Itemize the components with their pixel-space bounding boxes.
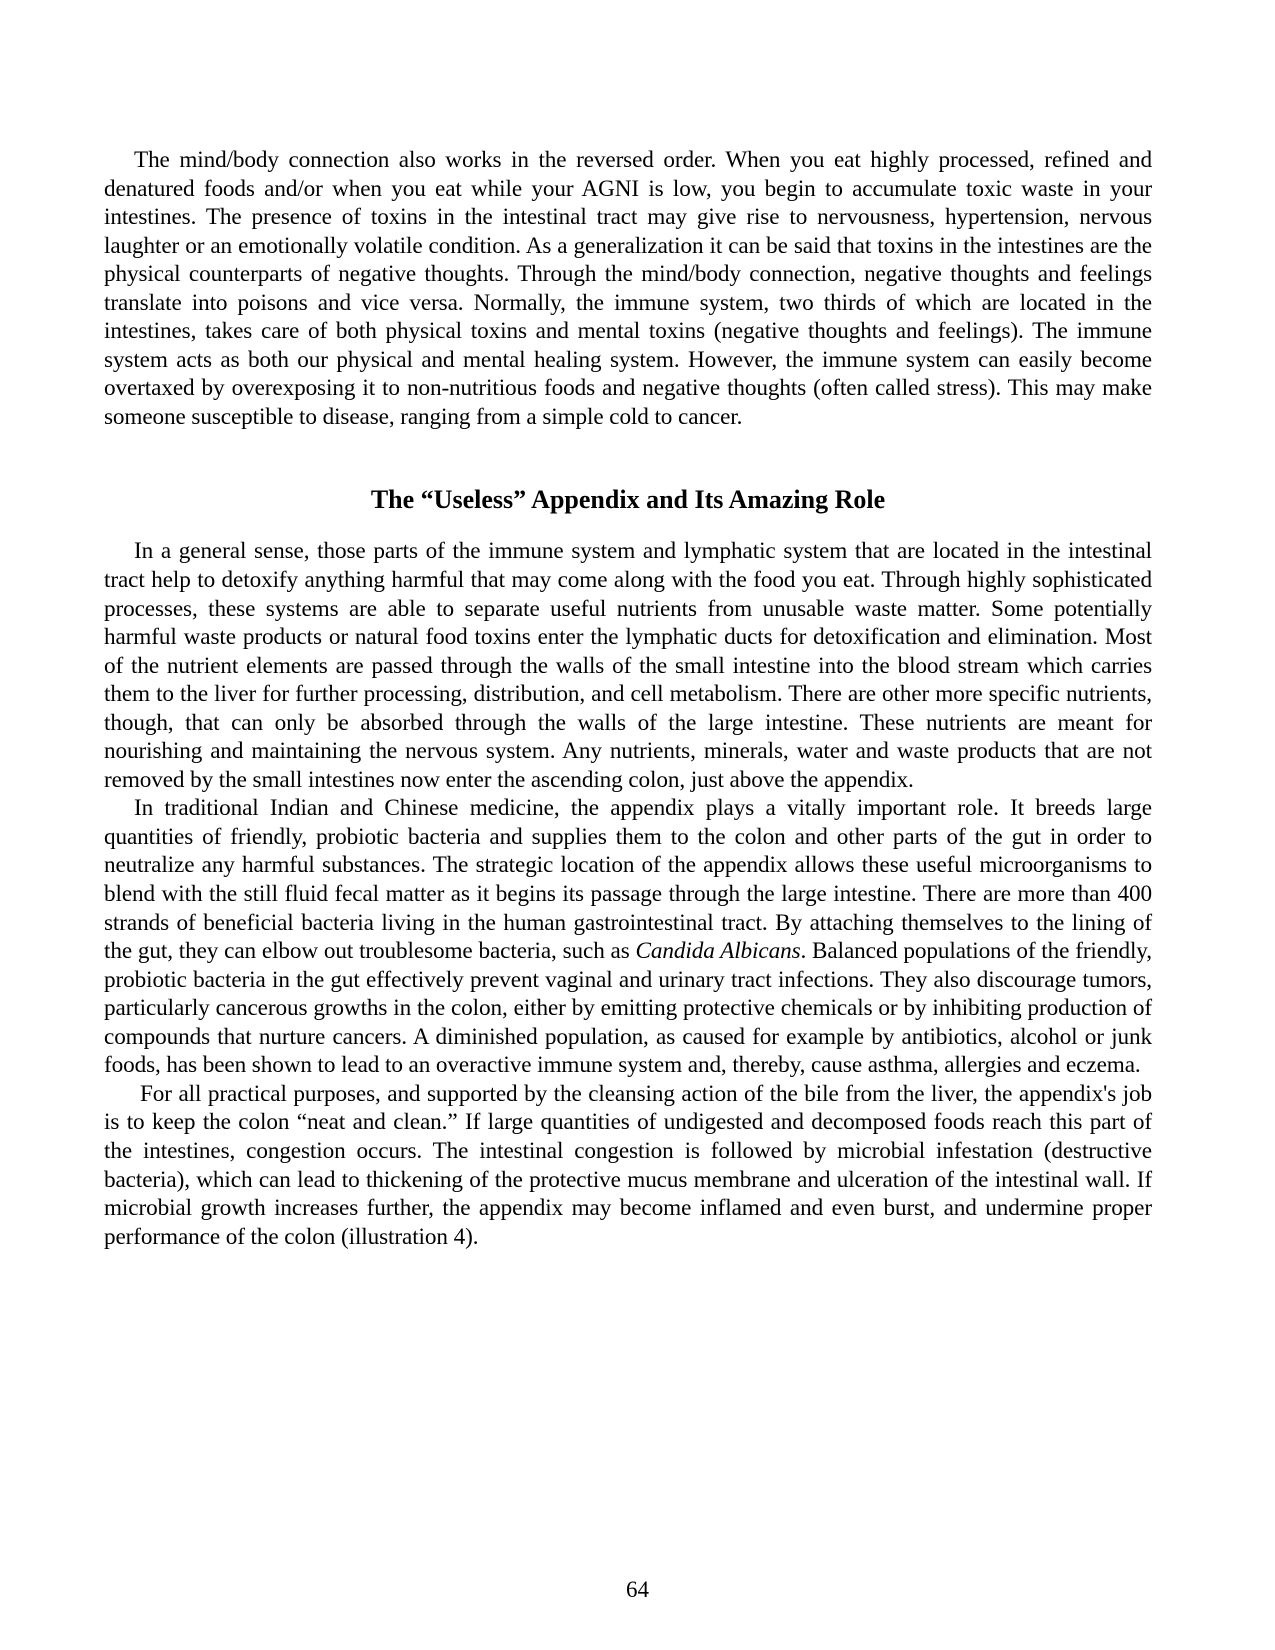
section-paragraph-2 bbox=[104, 794, 1152, 1079]
paragraph-text: . Balanced populations of the friendly, probiotic bacteria in the gut effectively prevent vaginal and urinary tract infections. They also discourage tumors, particularly cancerous growths in the colon, either by emitting protective chemicals or by inhibiting production of compounds that nurture cancers. A diminished population, as caused for example by antibiotics, alcohol or junk foods, has been shown to lead to an overactive immune system and, thereby, cause asthma, allergies and eczema. bbox=[104, 938, 1152, 1079]
intro-paragraph: The mind/body connection also works in the reversed order. When you eat highly processed, refined and denatured foods and/or when you eat while your AGNI is low, you begin to accumulate toxic waste in your intestines. The presence of toxins in the intestinal tract may give rise to nervousness, hypertension, nervous laughter or an emotionally volatile condition. As a generalization it can be said that toxins in the intestines are the physical counterparts of negative thoughts. Through the mind/body connection, negative thoughts and feelings translate into poisons and vice versa. Normally, the immune system, two thirds of which are located in the intestines, takes care of both physical toxins and mental toxins (negative thoughts and feelings). The immune system acts as both our physical and mental healing system. However, the immune system can easily become overtaxed by overexposing it to non-nutritious foods and negative thoughts (often called stress). This may make someone susceptible to disease, ranging from a simple cold to cancer. bbox=[104, 147, 1152, 430]
section-paragraph-3: For all practical purposes, and supported by the cleansing action of the bile from the liver, the appendix's job is to keep the colon “neat and clean.” If large quantities of undigested and decomposed foods reach this part of the intestines, congestion occurs. The intestinal congestion is followed by microbial infestation (destructive bacteria), which can lead to thickening of the protective mucus membrane and ulceration of the intestinal wall. If microbial growth increases further, the appendix may become inflamed and even burst, and undermine proper performance of the colon (illustration 4). bbox=[104, 1080, 1152, 1250]
paragraph-text: In traditional Indian and Chinese medicine, the appendix plays a vitally important role. It breeds large quantities of friendly, probiotic bacteria and supplies them to the colon and other parts of the gut in order to neutralize any harmful substances. The strategic location of the appendix allows these useful microorganisms to blend with the still fluid fecal matter as it begins its passage through the large intestine. There are more than 400 strands of beneficial bacteria living in the human gastrointestinal tract. By attaching themselves to the lining of the gut, they can elbow out troublesome bacteria, such as bbox=[104, 795, 1152, 965]
section-paragraph-1: In a general sense, those parts of the immune system and lymphatic system that are located in the intestinal tract help to detoxify anything harmful that may come along with the food you eat. Through highly sophisticated processes, these systems are able to separate useful nutrients from unusable waste matter. Some potentially harmful waste products or natural food toxins enter the lymphatic ducts for detoxification and elimination. Most of the nutrient elements are passed through the walls of the small intestine into the blood stream which carries them to the liver for further processing, distribution, and cell metabolism. There are other more specific nutrients, though, that can only be absorbed through the walls of the large intestine. These nutrients are meant for nourishing and maintaining the nervous system. Any nutrients, minerals, water and waste products that are not removed by the small intestines now enter the ascending colon, just above the appendix. bbox=[104, 538, 1152, 793]
section-heading: The “Useless” Appendix and Its Amazing Role bbox=[370, 485, 886, 515]
page-number: 64 bbox=[626, 1577, 649, 1602]
page-body bbox=[104, 146, 1152, 1251]
italic-species-name: Candida Albicans bbox=[635, 938, 801, 965]
section-heading-container bbox=[104, 485, 1152, 515]
